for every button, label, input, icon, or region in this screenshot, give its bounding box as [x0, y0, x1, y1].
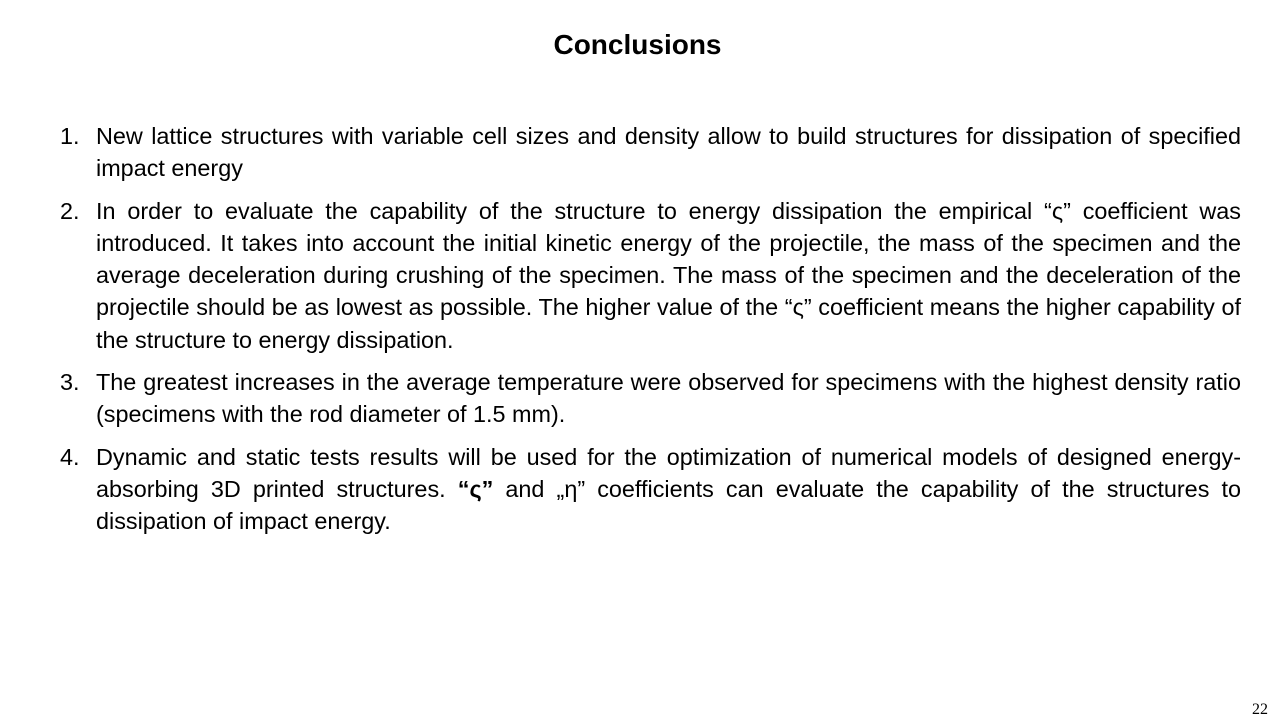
conclusion-item-2	[60, 195, 1241, 356]
item-text: New lattice structures with variable cell sizes and density allow to build structures for dissipation of specified impact energy	[96, 123, 1241, 182]
conclusion-item-4	[60, 441, 1241, 538]
item-text-part1: Dynamic and static tests results will be used for the optimization of numerical models of designed energy-absorbing 3D printed structures.	[96, 443, 1241, 502]
conclusion-item-3	[60, 366, 1241, 431]
page-number: 22	[1252, 701, 1268, 718]
slide-title: Conclusions	[553, 29, 722, 60]
conclusion-item-1	[60, 120, 1241, 185]
item-text	[96, 441, 1241, 538]
item-number: 4.	[60, 443, 80, 470]
conclusions-list	[60, 120, 1241, 548]
item-text: In order to evaluate the capability of the structure to energy dissipation the empirical “ς” coefficient was introduced. It takes into account the initial kinetic energy of the projectile, the mass of the specimen and the average deceleration during crushing of the specimen. The mass of the specimen and the deceleration of the projectile should be as lowest as possible. The higher value of the “ς” coefficient means the higher capability of the structure to energy dissipation.	[96, 197, 1241, 353]
item-text-bold-coefficient: “ς”	[457, 475, 494, 502]
item-text-part2: and „η” coefficients can evaluate the capability of the structures to dissipation of impact energy.	[96, 475, 1241, 535]
item-text: The greatest increases in the average temperature were observed for specimens with the highest density ratio (specimens with the rod diameter of 1.5 mm).	[96, 369, 1241, 428]
item-number: 3.	[60, 369, 80, 396]
item-number: 1.	[60, 123, 80, 149]
item-number: 2.	[60, 197, 80, 224]
